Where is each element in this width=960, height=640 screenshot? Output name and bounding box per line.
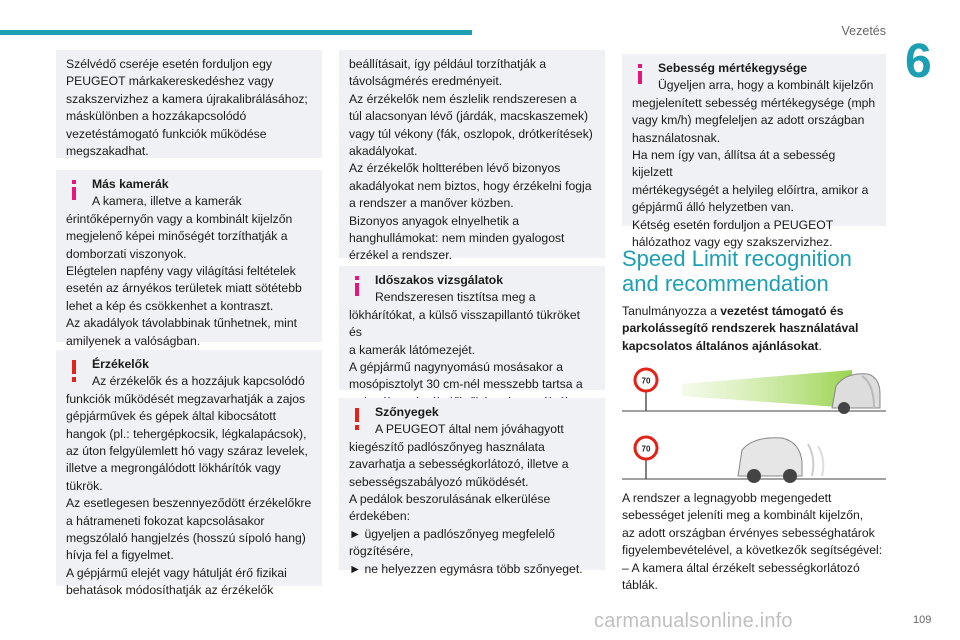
sensors-continued bbox=[339, 50, 605, 263]
speed-sign-value: 70 bbox=[641, 376, 651, 386]
text-line: behatások módosíthatják az érzékelők bbox=[66, 583, 274, 598]
text-line: szakszervizhez a kamera újrakalibrálásához; bbox=[66, 91, 308, 106]
text-line: figyelembevételével, a következők segítségével: bbox=[622, 543, 883, 558]
info-icon bbox=[350, 276, 364, 296]
text-line: sebességszabályozó működését. bbox=[349, 474, 529, 489]
text-line: Elégtelen napfény vagy világítási feltételek bbox=[66, 264, 296, 279]
box-title: Más kamerák bbox=[92, 177, 169, 191]
text-run: Tanulmányozza a bbox=[622, 304, 721, 318]
recommendation-paragraph bbox=[622, 303, 888, 355]
text-line: a hátrameneti fokozat kapcsolásakor bbox=[66, 513, 265, 528]
text-line: a rendszer a manőver közben. bbox=[349, 196, 514, 211]
info-box-other-cameras bbox=[56, 170, 322, 348]
text-line: Az érzékelők és a hozzájuk kapcsolódó bbox=[92, 374, 305, 389]
speed-sign-illustration-car-approaching bbox=[622, 364, 886, 424]
windscreen-note bbox=[56, 50, 322, 158]
text-line: érintőképernyőn vagy a kombinált kijelzőn bbox=[66, 211, 293, 226]
text-line: használatosnak. bbox=[632, 130, 721, 145]
text-line: lökhárítókat, a külső visszapillantó tükröket és bbox=[349, 307, 580, 340]
text-line: hálózathoz vagy egy szakszervizhez. bbox=[632, 235, 833, 250]
warning-icon bbox=[67, 360, 81, 382]
text-line: érdekében: bbox=[349, 509, 410, 524]
text-line: hangok (pl.: tehergépkocsik, légkalapácsok), bbox=[66, 426, 307, 441]
text-line: esetén az árnyékos területek miatt sötétebb bbox=[66, 281, 302, 296]
heading-line: Speed Limit recognition bbox=[622, 246, 852, 271]
text-line: távolságmérés eredményeit. bbox=[349, 74, 503, 89]
text-run-bold: vezetést támogató és bbox=[720, 304, 844, 318]
text-line: A pedálok beszorulásának elkerülése bbox=[349, 492, 551, 507]
system-description bbox=[622, 490, 888, 594]
page-number: 109 bbox=[913, 614, 932, 626]
text-line: túl alacsonyan lévő (járdák, macskaszemek) bbox=[349, 109, 589, 124]
info-box-periodic-checks bbox=[339, 266, 605, 390]
text-run-bold: parkolássegítő rendszerek használatával bbox=[622, 321, 859, 336]
text-line: Ha nem így van, állítsa át a sebesség kijelzett bbox=[632, 148, 836, 180]
text-line: akadályokat nem biztos, hogy érzékelni fogja bbox=[349, 178, 592, 193]
text-line: Kétség esetén forduljon a PEUGEOT bbox=[632, 217, 834, 232]
text-line: az úton felgyülemlett hó vagy száraz levelek, bbox=[66, 444, 308, 459]
heading-line: and recommendation bbox=[622, 271, 829, 296]
text-line: akadályokat. bbox=[349, 144, 418, 159]
text-line: A gépjármű nagynyomású mosásakor a bbox=[349, 360, 564, 375]
text-line: mosópisztolyt 30 cm-nél messzebb tartsa a bbox=[349, 377, 583, 392]
text-line: kiegészítő padlószőnyeg használata bbox=[349, 439, 545, 454]
text-line: sebességet jeleníti meg a kombinált kijelzőn, bbox=[622, 508, 864, 523]
text-line: Az érzékelők holtterében lévő bizonyos bbox=[349, 161, 561, 176]
text-line: beállításait, így például torzíthatják a bbox=[349, 57, 547, 71]
text-line: hanghullámokat: nem minden gyalogost bbox=[349, 231, 565, 246]
text-line: Rendszeresen tisztítsa meg a bbox=[375, 290, 536, 305]
text-line: A rendszer a legnagyobb megengedett bbox=[622, 491, 832, 505]
text-line: Az esetlegesen beszennyeződött érzékelőkre bbox=[66, 496, 312, 511]
text-line: Szélvédő cseréje esetén forduljon egy bbox=[66, 57, 272, 71]
text-line: Bizonyos anyagok elnyelhetik a bbox=[349, 213, 520, 228]
text-line: funkciók működését megzavarhatják a zajos bbox=[66, 391, 306, 406]
text-line: Az érzékelők nem észlelik rendszeresen a bbox=[349, 91, 577, 106]
info-icon bbox=[67, 180, 81, 200]
text-line: táblák. bbox=[622, 578, 658, 593]
warning-box-floor-mats bbox=[339, 398, 605, 576]
speed-sign-value: 70 bbox=[641, 444, 651, 454]
text-line: A gépjármű elejét vagy hátulját érő fizikai bbox=[66, 565, 287, 580]
text-line: Ügyeljen arra, hogy a kombinált kijelzőn bbox=[658, 78, 874, 93]
text-line: vezetéstámogató funkciók működése bbox=[66, 126, 267, 141]
box-title: Sebesség mértékegysége bbox=[658, 61, 808, 75]
warning-box-sensors bbox=[56, 350, 322, 598]
text-line: illetve a megrongálódott lökhárítók vagy bbox=[66, 461, 281, 476]
section-title: Vezetés bbox=[841, 24, 886, 38]
text-line: hívja fel a figyelmet. bbox=[66, 548, 174, 563]
box-title: Szőnyegek bbox=[375, 405, 439, 419]
text-line: tükrök. bbox=[66, 478, 103, 493]
text-line: az adott országban érvényes sebességhatárok bbox=[622, 525, 875, 540]
info-icon bbox=[633, 64, 647, 84]
text-line: PEUGEOT márkakereskedéshez vagy bbox=[66, 74, 274, 89]
text-line: lehet a kép és csökkenhet a kontraszt. bbox=[66, 298, 274, 313]
text-line: A PEUGEOT által nem jóváhagyott bbox=[375, 422, 564, 437]
box-title: Érzékelők bbox=[92, 357, 149, 371]
text-line: vagy km/h) megfeleljen az adott országban bbox=[632, 113, 865, 128]
text-run-bold: kapcsolatos általános ajánlásokat bbox=[622, 338, 819, 353]
text-line: Az akadályok távolabbinak tűnhetnek, mint bbox=[66, 316, 298, 331]
text-line: érzékel a rendszer. bbox=[349, 248, 452, 263]
header-accent-bar bbox=[0, 30, 472, 35]
box-title: Időszakos vizsgálatok bbox=[375, 273, 504, 287]
text-line: ► ügyeljen a padlószőnyeg megfelelő bbox=[349, 526, 555, 541]
section-heading bbox=[622, 246, 892, 296]
text-line: mértékegységét a helyileg előírtra, amikor a bbox=[632, 182, 869, 197]
text-line: megszakadhat. bbox=[66, 144, 149, 159]
text-line: a kamerák látómezejét. bbox=[349, 342, 475, 357]
speed-sign-illustration-car-passing bbox=[622, 432, 886, 492]
warning-icon bbox=[350, 408, 364, 430]
text-line: ► ne helyezzen egymásra több szőnyeget. bbox=[349, 561, 583, 576]
text-line: – A kamera által érzékelt sebességkorlátozó bbox=[622, 560, 860, 575]
text-line: domborzati viszonyok. bbox=[66, 246, 187, 261]
text-line: A kamera, illetve a kamerák bbox=[92, 194, 242, 209]
text-line: gépjárművek és gépek által kibocsátott bbox=[66, 409, 277, 424]
text-line: rögzítésére, bbox=[349, 544, 414, 559]
text-line: megjelenített sebesség mértékegysége (mph bbox=[632, 95, 876, 110]
text-line: megjelenő képei minőségét torzíthatják a bbox=[66, 229, 288, 244]
chapter-number: 6 bbox=[905, 35, 932, 88]
text-line: gépjármű álló helyzetben van. bbox=[632, 200, 794, 215]
text-line: zavarhatja a sebességkorlátozó, illetve a bbox=[349, 457, 569, 472]
watermark: carmanualsonline.info bbox=[594, 610, 793, 632]
text-line: megszólaló hangjelzés (hosszú sípoló hang) bbox=[66, 531, 306, 546]
text-run: . bbox=[818, 338, 822, 353]
info-box-speed-unit bbox=[622, 54, 886, 250]
text-line: amilyenek a valóságban. bbox=[66, 333, 201, 348]
text-line: vagy túl vékony (fák, oszlopok, drótkerítések) bbox=[349, 126, 593, 141]
text-line: máskülönben a hozzákapcsolódó bbox=[66, 109, 247, 124]
